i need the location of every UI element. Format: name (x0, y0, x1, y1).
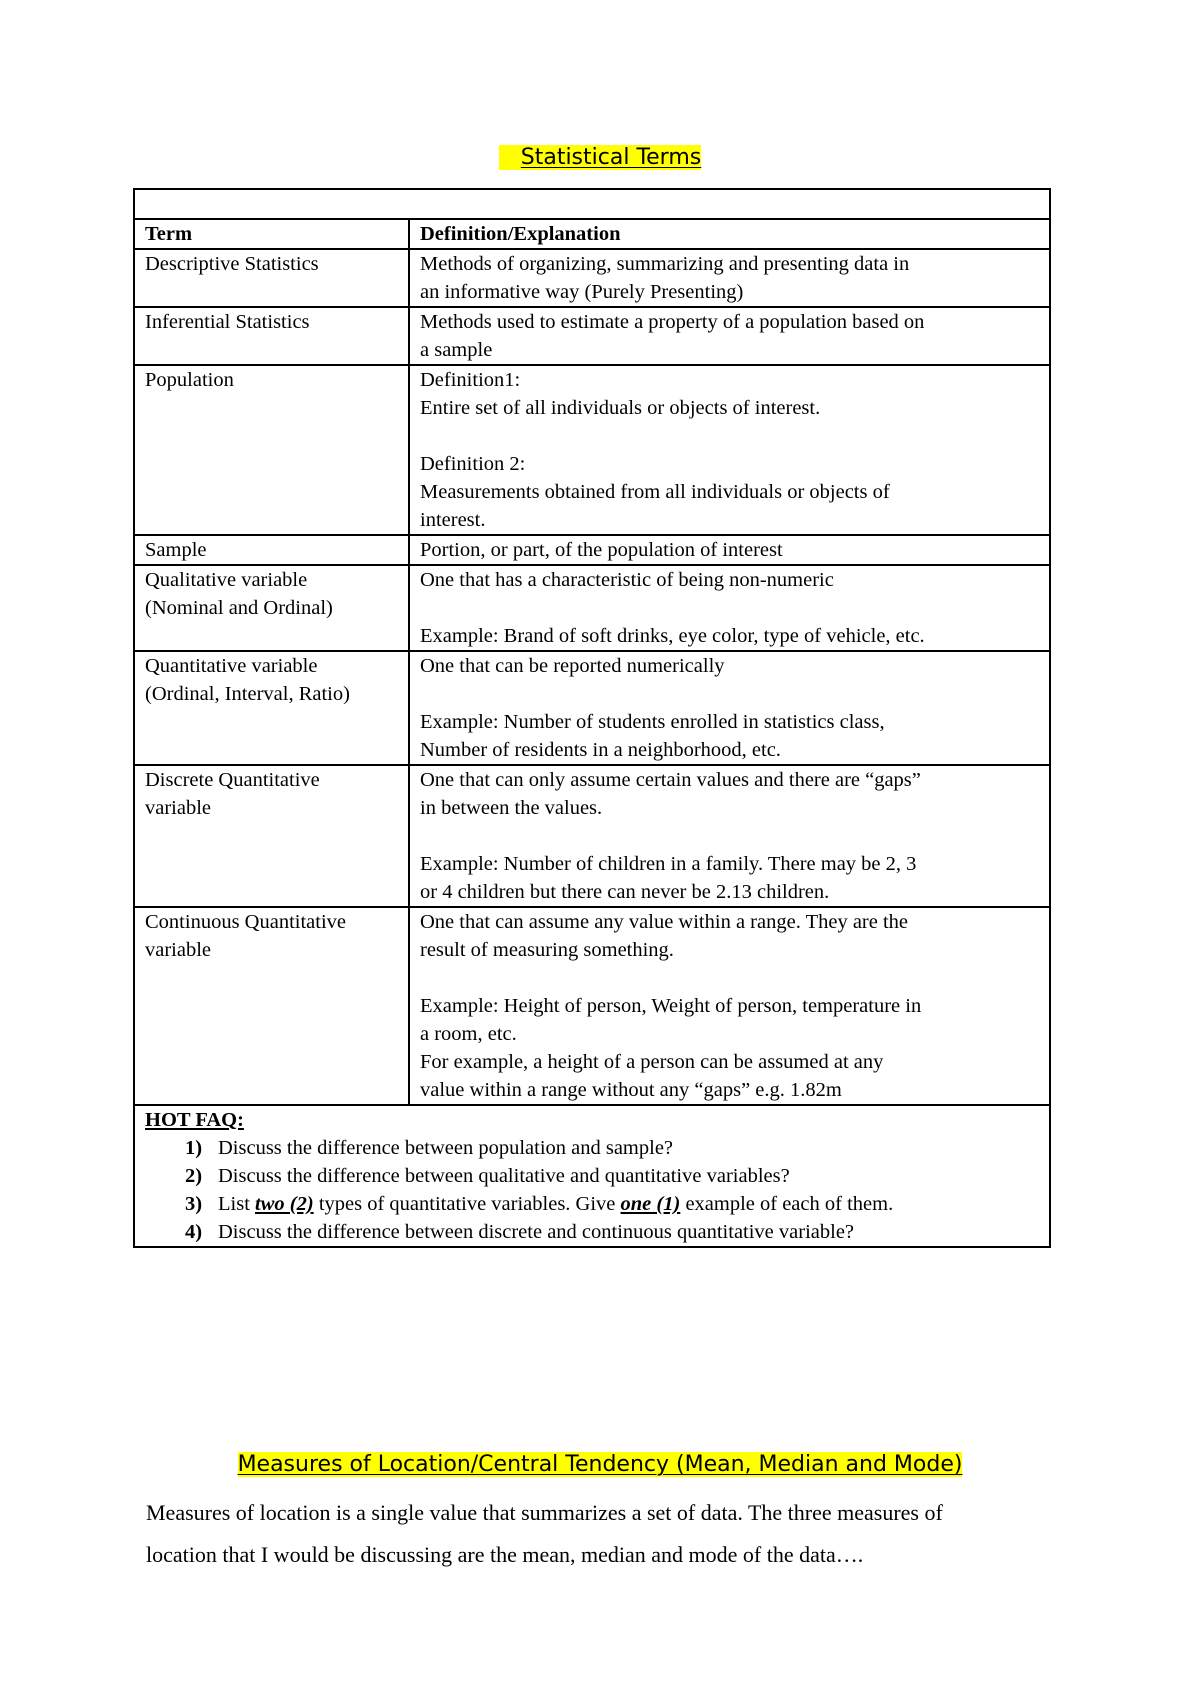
faq-title: HOT FAQ: (145, 1109, 244, 1131)
term-cell (134, 249, 409, 307)
term-cell (134, 307, 409, 365)
term-cell (134, 765, 409, 907)
definition-cell (409, 907, 1050, 1105)
term-text: (Nominal and Ordinal) (145, 597, 333, 619)
faq-row (134, 1105, 1050, 1247)
faq-item-number: 4) (185, 1221, 203, 1243)
term-cell (134, 565, 409, 651)
definition-text: Example: Height of person, Weight of person, temperature in (420, 995, 922, 1017)
definition-text: Definition 2: (420, 453, 526, 475)
blank-cell (134, 189, 1050, 219)
definition-text: Methods of organizing, summarizing and presenting data in (420, 253, 910, 275)
term-cell (134, 365, 409, 535)
header-term: Term (134, 219, 409, 249)
faq-item-text: Discuss the difference between discrete and continuous quantitative variable? (218, 1221, 855, 1243)
definition-text: an informative way (Purely Presenting) (420, 281, 744, 303)
definition-text: Example: Number of students enrolled in statistics class, (420, 711, 885, 733)
faq-item-number: 3) (185, 1193, 203, 1215)
definition-text: interest. (420, 509, 486, 531)
definition-text: result of measuring something. (420, 939, 674, 961)
definition-text: For example, a height of a person can be assumed at any (420, 1051, 884, 1073)
faq-list (145, 1134, 1039, 1246)
definition-text: Number of residents in a neighborhood, etc. (420, 739, 781, 761)
section-title-text: Measures of Location/Central Tendency (Mean, Median and Mode) (237, 1452, 963, 1477)
definition-text: Methods used to estimate a property of a population based on (420, 311, 925, 333)
paragraph-gap (420, 422, 1039, 450)
page-title-text: Statistical Terms (520, 145, 702, 170)
definition-text: Example: Number of children in a family. There may be 2, 3 (420, 853, 917, 875)
term-cell (134, 651, 409, 765)
definition-text: One that can be reported numerically (420, 655, 725, 677)
paragraph-gap (420, 964, 1039, 992)
faq-item-text: List (218, 1193, 256, 1215)
faq-item-emphasis: two (2) (255, 1193, 314, 1215)
faq-item (145, 1162, 1039, 1190)
term-text: Inferential Statistics (145, 311, 310, 333)
definition-cell (409, 365, 1050, 535)
definition-text: in between the values. (420, 797, 603, 819)
table-row (134, 651, 1050, 765)
definition-text: Measurements obtained from all individuals or objects of (420, 481, 890, 503)
paragraph-gap (420, 822, 1039, 850)
table-row (134, 249, 1050, 307)
table-row (134, 535, 1050, 565)
faq-item-number: 1) (185, 1137, 203, 1159)
terms-table (133, 188, 1051, 1248)
definition-text: Example: Brand of soft drinks, eye color, type of vehicle, etc. (420, 625, 925, 647)
term-text: Discrete Quantitative (145, 769, 320, 791)
section-body-line: Measures of location is a single value that summarizes a set of data. The three measures of (146, 1500, 943, 1525)
table-row (134, 907, 1050, 1105)
faq-item (145, 1190, 1039, 1218)
definition-text: One that can assume any value within a range. They are the (420, 911, 909, 933)
faq-cell (134, 1105, 1050, 1247)
definition-cell (409, 565, 1050, 651)
definition-text: Entire set of all individuals or objects of interest. (420, 397, 821, 419)
term-text: (Ordinal, Interval, Ratio) (145, 683, 350, 705)
faq-item-number: 2) (185, 1165, 203, 1187)
definition-text: Definition1: (420, 369, 521, 391)
page-title-highlight (499, 145, 701, 170)
term-text: variable (145, 797, 212, 819)
table-row (134, 565, 1050, 651)
definition-text: a room, etc. (420, 1023, 517, 1045)
faq-item (145, 1134, 1039, 1162)
term-text: Population (145, 369, 234, 391)
faq-item-text: Discuss the difference between population and sample? (218, 1137, 674, 1159)
definition-cell (409, 249, 1050, 307)
table-row (134, 307, 1050, 365)
definition-cell (409, 765, 1050, 907)
term-text: Descriptive Statistics (145, 253, 319, 275)
header-definition: Definition/Explanation (409, 219, 1050, 249)
term-text: Continuous Quantitative (145, 911, 346, 933)
faq-item-text: example of each of them. (680, 1193, 894, 1215)
table-header-row (134, 219, 1050, 249)
paragraph-gap (420, 594, 1039, 622)
definition-text: a sample (420, 339, 493, 361)
section-title (0, 1450, 1200, 1480)
term-text: variable (145, 939, 212, 961)
page-title (0, 143, 1200, 173)
term-text: Quantitative variable (145, 655, 318, 677)
table-row (134, 765, 1050, 907)
definition-cell (409, 651, 1050, 765)
section-body (146, 1492, 1046, 1576)
faq-item-text: Discuss the difference between qualitative and quantitative variables? (218, 1165, 790, 1187)
section-body-line: location that I would be discussing are the mean, median and mode of the data…. (146, 1542, 864, 1567)
faq-item (145, 1218, 1039, 1246)
term-text: Qualitative variable (145, 569, 308, 591)
paragraph-gap (420, 680, 1039, 708)
definition-cell (409, 535, 1050, 565)
table-blank-row (134, 189, 1050, 219)
definition-text: One that has a characteristic of being non-numeric (420, 569, 834, 591)
definition-text: or 4 children but there can never be 2.13 children. (420, 881, 830, 903)
table-row (134, 365, 1050, 535)
definition-text: One that can only assume certain values and there are “gaps” (420, 769, 921, 791)
definition-cell (409, 307, 1050, 365)
definition-text: Portion, or part, of the population of interest (420, 539, 783, 561)
term-cell (134, 535, 409, 565)
term-text: Sample (145, 539, 207, 561)
definition-text: value within a range without any “gaps” e.g. 1.82m (420, 1079, 842, 1101)
faq-item-emphasis: one (1) (620, 1193, 681, 1215)
faq-item-text: types of quantitative variables. Give (313, 1193, 621, 1215)
term-cell (134, 907, 409, 1105)
